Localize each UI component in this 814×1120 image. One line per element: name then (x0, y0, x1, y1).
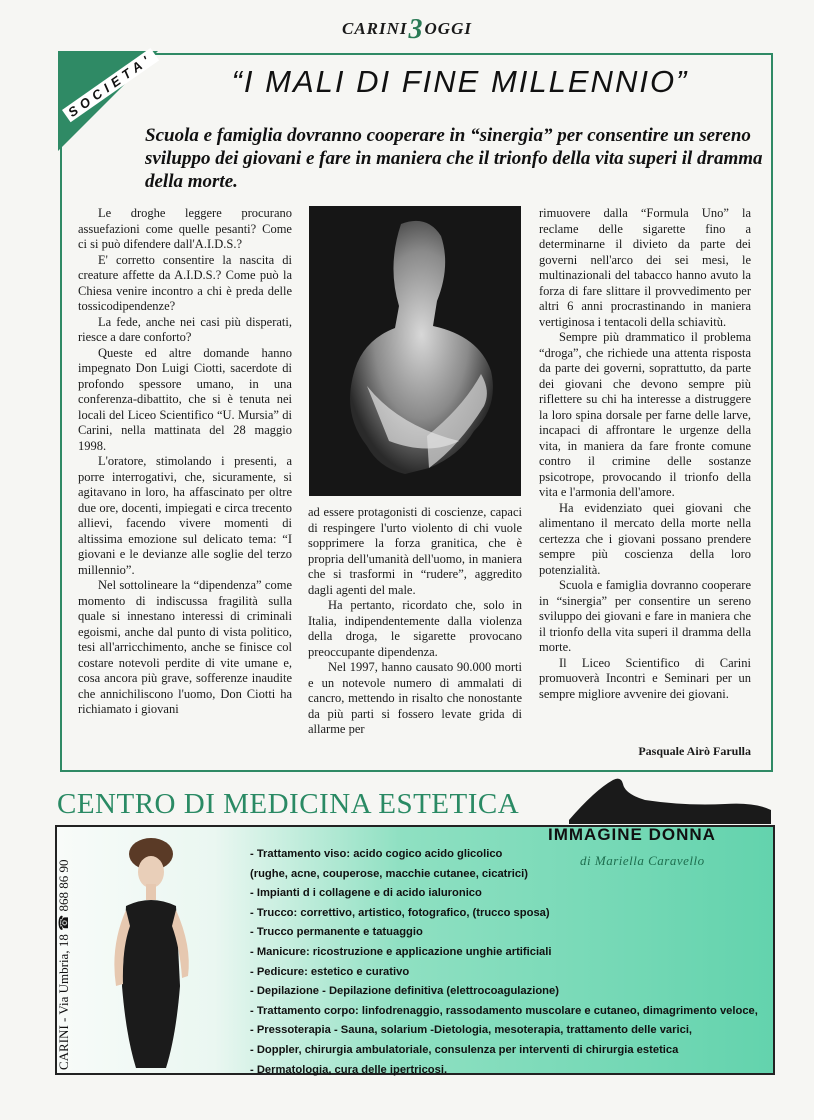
ad-brand: IMMAGINE DONNA (548, 825, 716, 844)
list-item: - Trucco permanente e tatuaggio (250, 926, 423, 939)
list-item: - Impianti d i collagene e di acido ialuronico (250, 887, 482, 900)
page-number: 3 (408, 14, 424, 45)
paragraph: Scuola e famiglia dovranno cooperare in “sinergia” per consentire un sereno sviluppo dei giovani e fare in maniera che il trionfo della vita superi il dramma della morte. (539, 578, 751, 654)
ad-title: CENTRO DI MEDICINA ESTETICA (57, 788, 520, 820)
masthead (0, 14, 814, 46)
paragraph: Nel sottolineare la “dipendenza” come momento di indiscussa fragilità sulla quale si innestano interessi di criminali egoismi, anche dal punto di vista politico, tesi all'arricchimento, anche se finisce col costare notevoli perdite di vite umane e, cosa ancora più grave, sofferenze inaudite che annichiliscono l'uomo, Don Ciotti ha richiamato i giovani (78, 578, 292, 716)
masthead-right: OGGI (424, 19, 472, 38)
list-item: - Dermatologia, cura delle ipertricosi. (250, 1063, 448, 1076)
article-subhead: Scuola e famiglia dovranno cooperare in “sinergia” per consentire un sereno sviluppo dei giovani e fare in maniera che il trionfo della vita superi il dramma della morte. (145, 125, 763, 192)
paragraph: Queste ed altre domande hanno impegnato Don Luigi Ciotti, sacerdote di profondo spessore umano, in una conferenza-dibattito, che si è tenuta nei locali del Liceo Scientifico “U. Mursia” di Carini, nella mattinata del 28 maggio 1998. (78, 345, 292, 453)
paragraph: Nel 1997, hanno causato 90.000 morti e un notevole numero di ammalati di cancro, mettendo in risalto che nonostante da più parti si fossero levate grida di allarme per (308, 660, 522, 736)
list-item: - Trattamento corpo: linfodrenaggio, rassodamento muscolare e cutaneo, dimagrimento veloce, (250, 1004, 758, 1017)
article-byline: Pasquale Airò Farulla (638, 744, 751, 758)
list-item: - Pedicure: estetico e curativo (250, 965, 410, 978)
model-woman-image (96, 836, 206, 1068)
article-photo (309, 206, 521, 496)
list-item: - Trucco: correttivo, artistico, fotografico, (trucco sposa) (250, 906, 550, 919)
paragraph: Ha evidenziato quei giovani che alimentano il mercato della morte nella certezza che i giovani possano prendere sempre più coscienza della loro potenzialità. (539, 500, 751, 577)
list-item: - Doppler, chirurgia ambulatoriale, consulenza per interventi di chirurgia estetica (250, 1043, 679, 1056)
list-item: - Trattamento viso: acido cogico acido glicolico (250, 848, 503, 860)
reclining-figure-icon (565, 770, 775, 826)
section-tag: SOCIETA' (62, 48, 159, 122)
paragraph: Il Liceo Scientifico di Carini promuoverà Incontri e Seminari per un sempre migliore avvenire dei giovani. (539, 655, 751, 701)
ad-address: CARINI - Via Umbria, 18 ☎ 868 86 90 (56, 859, 71, 1070)
paragraph: ad essere protagonisti di coscienze, capaci di respingere l'urto violento di chi vuole sopprimere la forza granitica, che è propria dell'umanità dell'uomo, in maniera che si trasformi in “rudere”, aggredito dagli agenti del male. (308, 505, 522, 597)
article-column-2 (308, 505, 522, 738)
ad-brand-subtitle: di Mariella Caravello (580, 853, 705, 868)
paragraph: Le droghe leggere procurano assuefazioni come quelle pesanti? Come ci si può difendere dall'A.I.D.S.? (78, 206, 292, 251)
article-headline: “I MALI DI FINE MILLENNIO” (231, 64, 689, 99)
paragraph: Sempre più drammatico il problema “droga”, che richiede una attenta risposta da parte dei governi, soprattutto, da parte dei giovani che devono sempre più riflettere su chi ha interesse a distruggere la loro spina dorsale per farne delle larve, incapaci di affrontare le urgenze della vita, in maniera da fare fronte comune contro il crimine delle sostanze psicotrope, provocando il trionfo della vita e l'armonia dell'amore. (539, 330, 751, 499)
list-item: - Depilazione - Depilazione definitiva (elettrocoagulazione) (250, 985, 559, 998)
list-item: - Pressoterapia - Sauna, solarium -Dietologia, mesoterapia, trattamento delle varici, (250, 1024, 693, 1037)
article-column-3 (539, 206, 751, 702)
sculpture-image (309, 206, 521, 496)
paragraph: La fede, anche nei casi più disperati, riesce a dare conforto? (78, 314, 292, 344)
paragraph: Ha pertanto, ricordato che, solo in Italia, indipendentemente dalla violenza della droga, le sigarette provocano preoccupante dipendenza. (308, 598, 522, 659)
paragraph: L'oratore, stimolando i presenti, a porre interrogativi, che, sicuramente, si agitavano in loro, ha affascinato per oltre due ore, docenti, impiegati e circa trecento allievi, facendo vivere momenti di altissima emozione sul delicato tema: “I giovani e le devianze alle soglie del terzo millennio”. (78, 454, 292, 577)
paragraph: E' corretto consentire la nascita di creature affette da A.I.D.S.? Come può la Chiesa venire incontro a chi è preda delle tossicodipendenze? (78, 252, 292, 313)
list-item: - Manicure: ricostruzione e applicazione unghie artificiali (250, 945, 552, 958)
masthead-left: CARINI (342, 19, 408, 38)
paragraph: rimuovere dalla “Formula Uno” la reclame delle sigarette fino a determinarne il divieto da parte dei governi nell'arco dei sei mesi, le multinazionali del tabacco hanno avuto la forza di fare slittare il provvedimento per altri 6 anni procrastinando in maniera vertiginosa i tentacoli della schiavitù. (539, 206, 751, 329)
article-column-1 (78, 206, 292, 718)
ad-services-list (250, 845, 770, 1080)
list-item: (rughe, acne, couperose, macchie cutanee, cicatrici) (250, 867, 528, 880)
